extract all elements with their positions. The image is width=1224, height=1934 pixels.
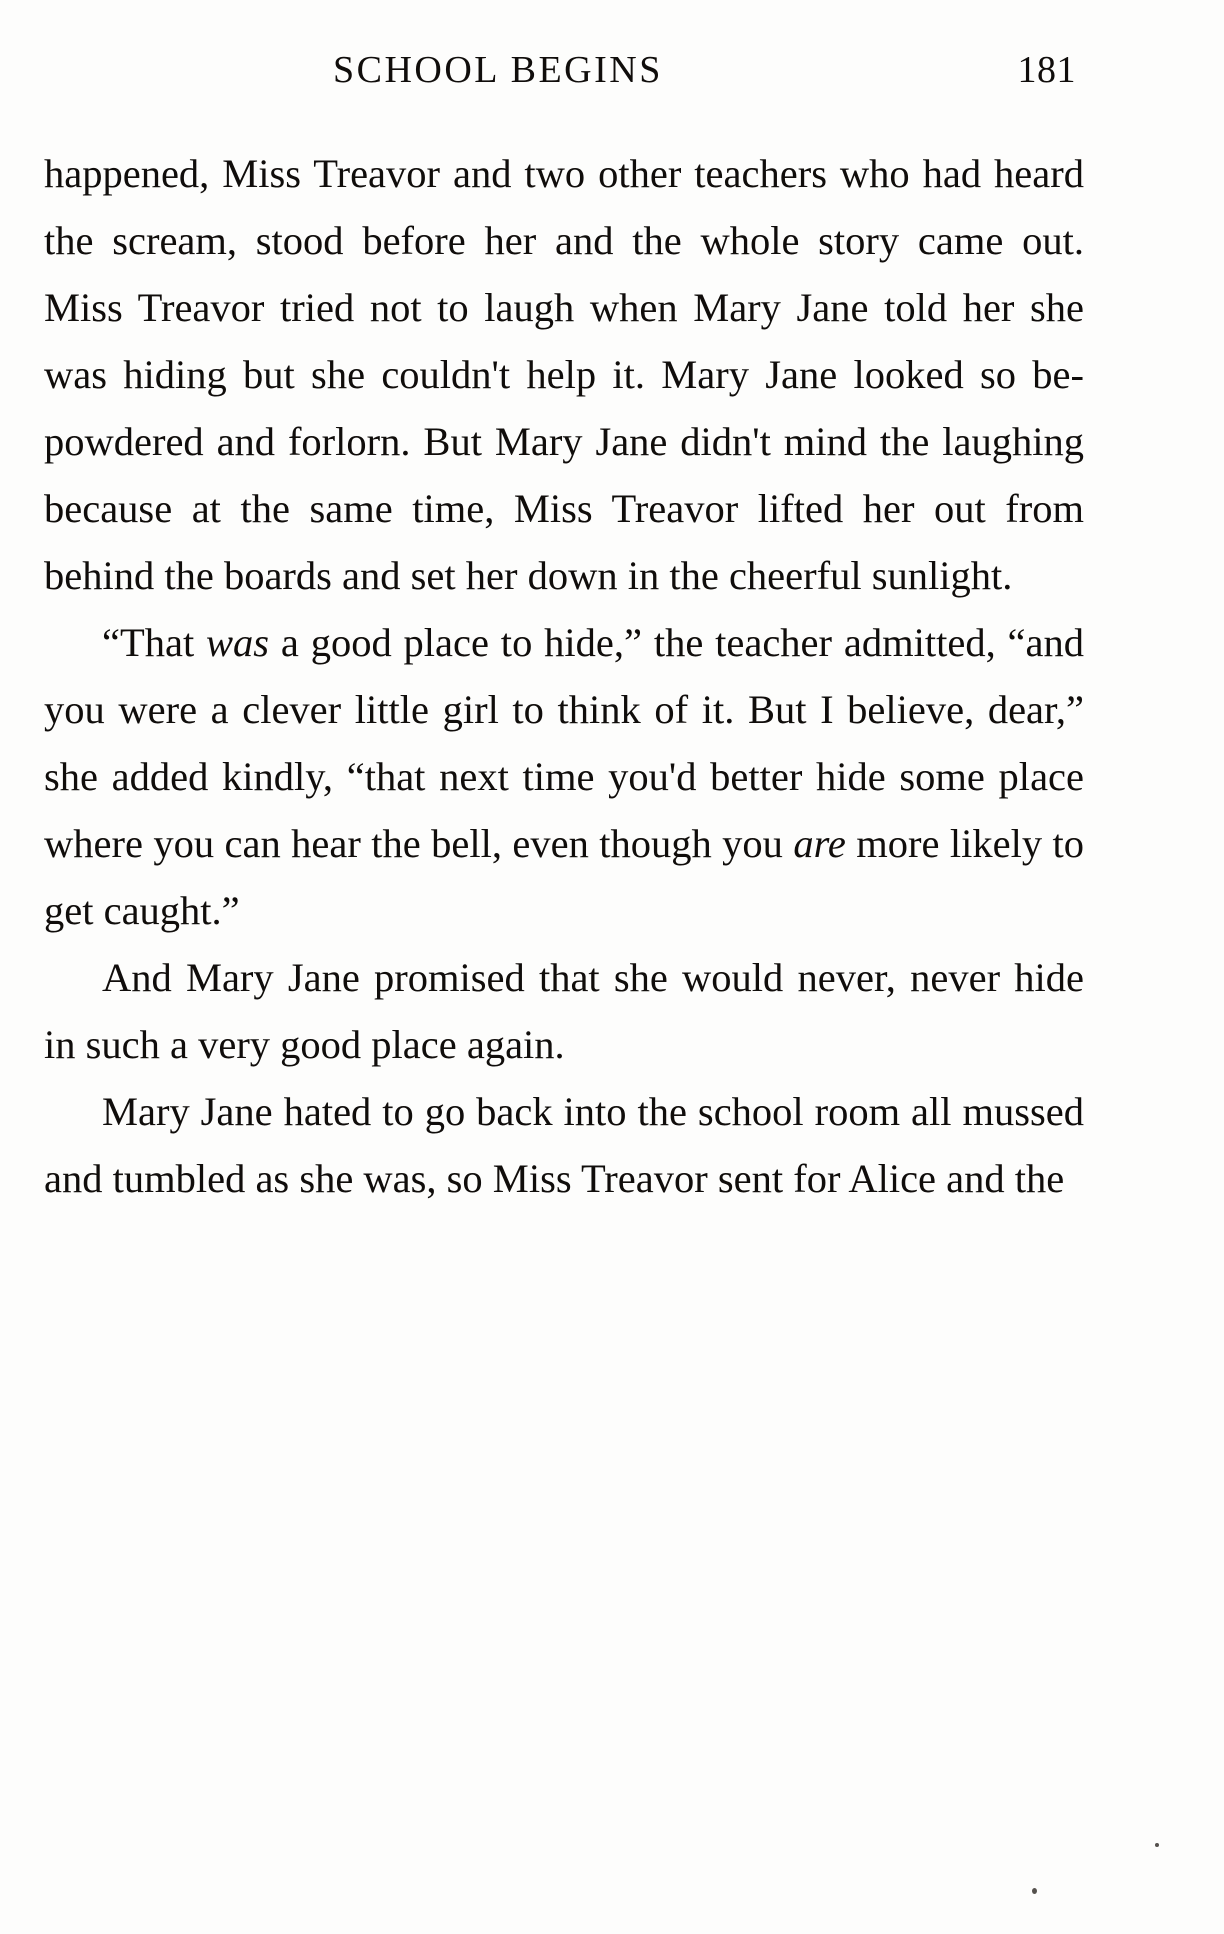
paragraph-4-text: Mary Jane hated to go back into the school room all mussed and tumbled as she was, so Miss Treavor sent for Alice and the bbox=[44, 1089, 1084, 1201]
paragraph-2-text-before: “That bbox=[102, 620, 207, 665]
paragraph-2-text-end: more likely to get caught.” bbox=[44, 821, 1084, 933]
paragraph-3 bbox=[44, 944, 1084, 1078]
paragraph-2 bbox=[44, 609, 1084, 944]
paper-speck bbox=[1155, 1843, 1159, 1847]
page-header bbox=[148, 48, 1076, 96]
paragraph-3-text: And Mary Jane promised that she would never, never hide in such a very good place again. bbox=[44, 955, 1084, 1067]
paragraph-1-text: happened, Miss Treavor and two other teachers who had heard the scream, stood before her and the whole story came out. Miss Treavor tried not to laugh when Mary Jane told her she was hiding but she couldn't help it. Mary Jane looked so be-powdered and forlorn. But Mary Jane didn't mind the laughing because at the same time, Miss Treavor lifted her out from behind the boards and set her down in the cheerful sunlight. bbox=[44, 151, 1084, 598]
paragraph-1 bbox=[44, 140, 1084, 609]
paragraph-2-text-after: a good place to hide,” the teacher admitted, “and you were a clever little girl to think of it. But I believe, dear,” she added kindly, “that next time you'd better hide some place where you can hear the bell, even though you bbox=[44, 620, 1084, 866]
paper-speck bbox=[1032, 1888, 1037, 1894]
paragraph-4 bbox=[44, 1078, 1084, 1212]
page-number: 181 bbox=[1017, 49, 1076, 91]
emphasis-was: was bbox=[206, 620, 270, 665]
running-head: SCHOOL BEGINS bbox=[333, 49, 663, 91]
emphasis-are: are bbox=[793, 821, 846, 866]
page-body bbox=[44, 140, 1084, 1212]
